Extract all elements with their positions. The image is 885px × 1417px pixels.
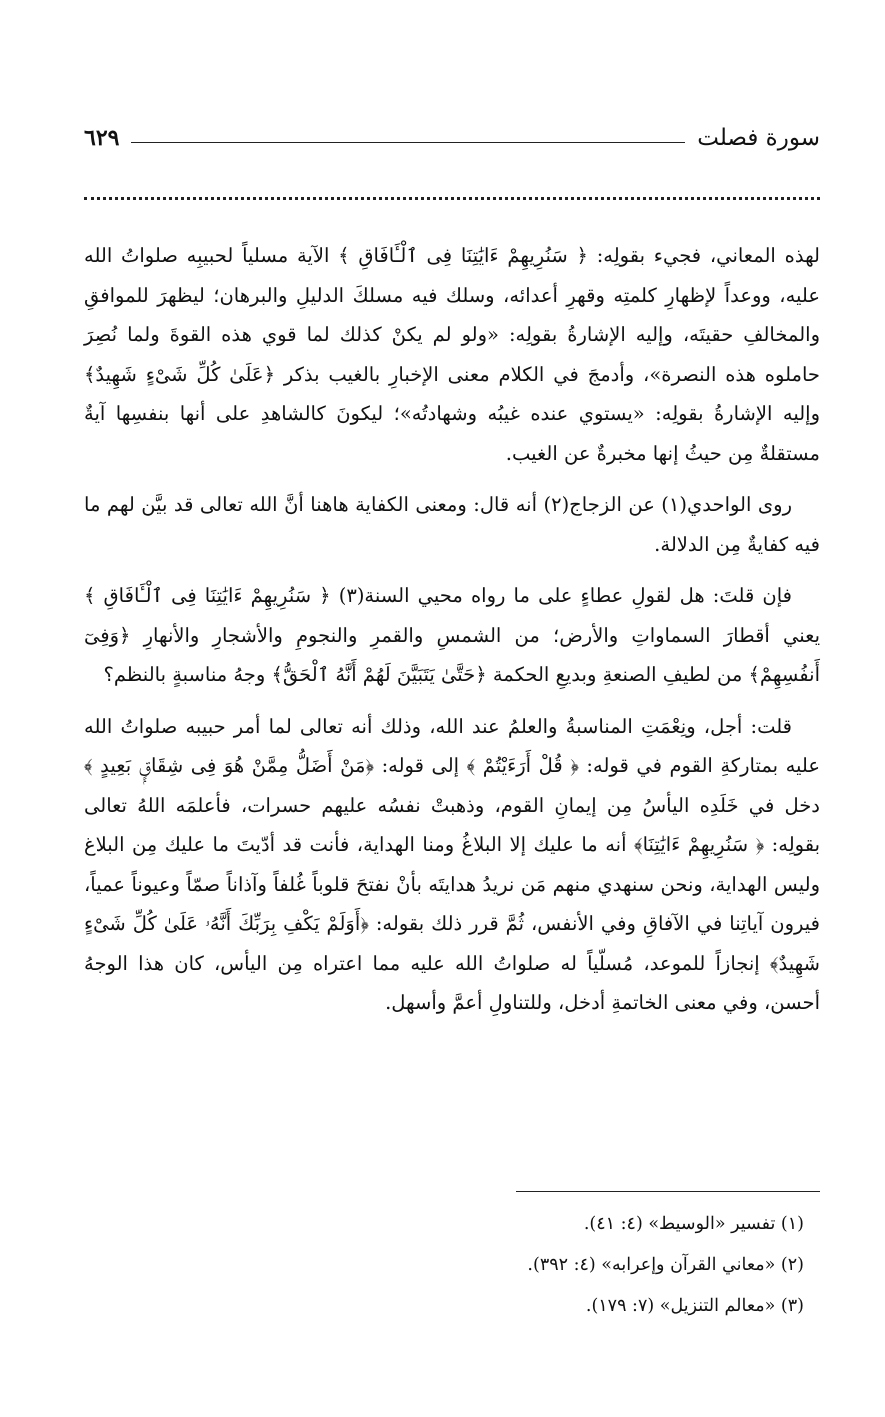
- paragraph: فإن قلتَ: هل لقولِ عطاءٍ على ما رواه محيي السنة(٣) ﴿ سَنُرِيهِمْ ءَايَٰتِنَا فِى ٱلْـَٔافَاقِ ﴾ يعني أقطارَ السماواتِ والأرض؛ من الشمسِ والقمرِ والنجومِ والأشجارِ والأنهارِ ﴿وَفِىٓ أَنفُسِهِمْ﴾ من لطيفِ الصنعةِ وبديعِ الحكمة ﴿حَتَّىٰ يَتَبَيَّنَ لَهُمْ أَنَّهُ ٱلْحَقُّ﴾ وجهُ مناسبةٍ بالنظم؟: [84, 584, 820, 686]
- dotted-separator: [84, 197, 820, 200]
- header-rule: [131, 142, 685, 143]
- page-number: ٦٢٩: [84, 125, 120, 151]
- paragraph: قلت: أجل، ونِعْمَتِ المناسبةُ والعلمُ عند الله، وذلك أنه تعالى لما أمر حبيبه صلواتُ الله عليه بمتاركةِ القوم في قوله: ﴿ قُلْ أَرَءَيْتُمْ ﴾ إلى قوله: ﴿مَنْ أَضَلُّ مِمَّنْ هُوَ فِى شِقَاقٍۭ بَعِيدٍ ﴾ دخل في خَلَدِه اليأسُ مِن إيمانِ القوم، وذهبتْ نفسُه عليهم حسرات، فأعلمَه اللهُ تعالى بقولِه: ﴿ سَنُرِيهِمْ ءَايَٰتِنَا﴾ أنه ما عليك إلا البلاغُ ومنا الهداية، فأنت قد أدّيتَ ما عليك مِن البلاغ وليس الهداية، ونحن سنهدي منهم مَن نريدُ هدايتَه بأنْ نفتحَ قلوباً غُلفاً وآذاناً صمّاً وعيوناً عمياً، فيرون آياتِنا في الآفاقِ وفي الأنفس، ثُمَّ قرر ذلك بقوله: ﴿أَوَلَمْ يَكْفِ بِرَبِّكَ أَنَّهُۥ عَلَىٰ كُلِّ شَىْءٍ شَهِيدٌ﴾ إنجازاً للموعد، مُسلّياً له صلواتُ الله عليه مما اعتراه مِن اليأس، كان هذا الوجهُ أحسن، وفي معنى الخاتمةِ أدخل، وللتناولِ أعمَّ وأسهل.: [84, 714, 820, 1014]
- running-header: [84, 118, 820, 158]
- main-text: [84, 236, 820, 1035]
- surah-title: سورة فصلت: [697, 125, 820, 151]
- footnote-separator: [516, 1191, 820, 1192]
- paragraph: لهذه المعاني، فجيء بقولِه: ﴿ سَنُرِيهِمْ ءَايَٰتِنَا فِى ٱلْـَٔافَاقِ ﴾ الآية مسلياً لحبيبِه صلواتُ الله عليه، ووعداً لإظهارِ كلمتِه وقهرِ أعدائه، وسلك فيه مسلكَ الدليلِ والبرهان؛ ليظهرَ للموافقِ والمخالفِ حقيتَه، وإليه الإشارةُ بقولِه: «ولو لم يكنْ كذلك لما قوي هذه القوةَ ولما نُصِرَ حاملوه هذه النصرة»، وأدمجَ في الكلام معنى الإخبارِ بالغيب بذكر ﴿عَلَىٰ كُلِّ شَىْءٍ شَهِيدٌ﴾ وإليه الإشارةُ بقولِه: «يستوي عنده غيبُه وشهادتُه»؛ ليكونَ كالشاهدِ على أنها بنفسِها آيةٌ مستقلةٌ مِن حيثُ إنها مخبرةٌ عن الغيب.: [84, 244, 820, 465]
- footnotes: [84, 1204, 804, 1327]
- footnote: (٣) «معالم التنزيل» (٧: ١٧٩).: [585, 1296, 804, 1316]
- footnote: (٢) «معاني القرآن وإعرابه» (٤: ٣٩٢).: [527, 1255, 804, 1275]
- paragraph: روى الواحدي(١) عن الزجاج(٢) أنه قال: ومعنى الكفاية هاهنا أنَّ الله تعالى قد بيَّن لهم ما فيه كفايةٌ مِن الدلالة.: [84, 493, 820, 556]
- footnote: (١) تفسير «الوسيط» (٤: ٤١).: [583, 1214, 804, 1234]
